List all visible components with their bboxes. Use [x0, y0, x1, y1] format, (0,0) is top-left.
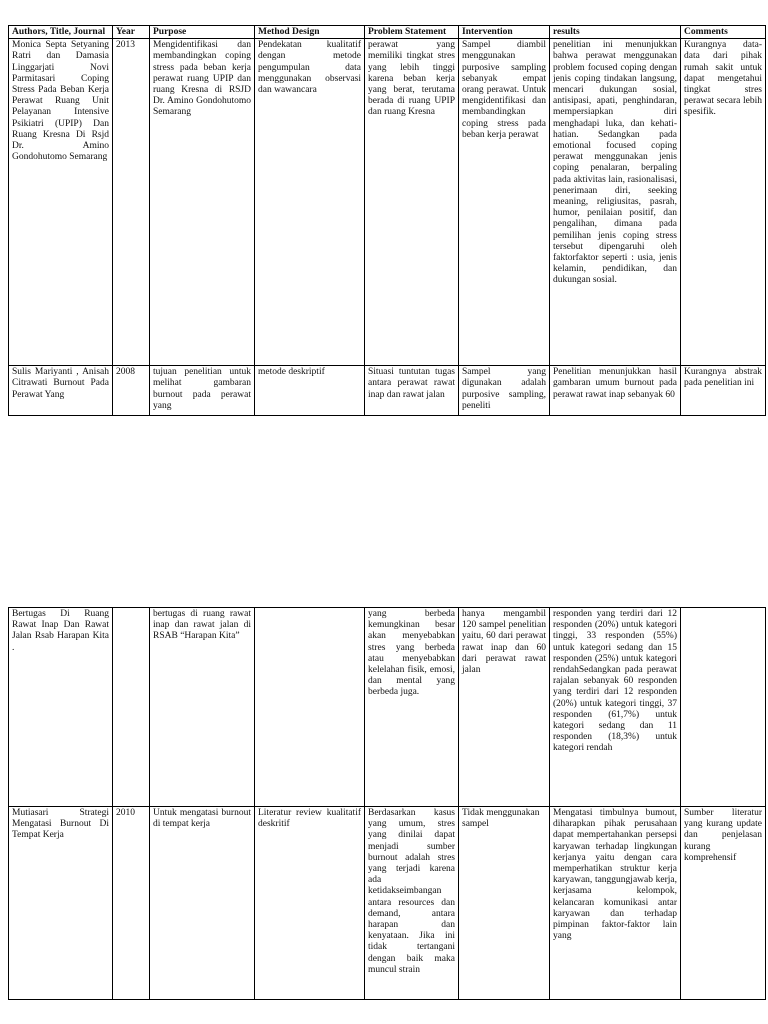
- cell-authors: Mutiasari Strategi Mengatasi Burnout Di Tempat Kerja: [9, 807, 113, 1000]
- cell-year: [113, 608, 150, 807]
- cell-authors: Sulis Mariyanti , Anisah Citrawati Burnout Pada Perawat Yang: [9, 366, 113, 416]
- cell-method: metode deskriptif: [255, 366, 365, 416]
- table-row: [9, 39, 766, 366]
- cell-method: [255, 608, 365, 807]
- header-comments: Comments: [681, 26, 766, 39]
- cell-comments: Sumber literatur yang kurang update dan penjelasan kurang komprehensif: [681, 807, 766, 1000]
- cell-comments: Kurangnya data-data dari pihak rumah sakit untuk dapat mengetahui tingkat stres perawat secara lebih spesifik.: [681, 39, 766, 366]
- cell-intervention: Sampel diambil menggunakan purposive sampling sebanyak empat orang perawat. Untuk mengidentifikasi dan membandingkan coping stress pada beban kerja perawat: [459, 39, 550, 366]
- cell-purpose: Untuk mengatasi burnout di tempat kerja: [150, 807, 255, 1000]
- cell-year: 2010: [113, 807, 150, 1000]
- cell-problem: perawat yang memiliki tingkat stres yang lebih tinggi karena beban kerja yang berat, terutama berada di ruang UPIP dan ruang Kresna: [365, 39, 459, 366]
- table-row: [9, 608, 766, 807]
- cell-results: penelitian ini menunjukkan bahwa perawat menggunakan problem focused coping dengan jenis coping tindakan langsung, mencari dukungan sosial, antisipasi, apati, penghindaran, mempersiapkan diri menghadapi luka, dan kehati-hatian. Sedangkan pada emotional focused coping perawat menggunakan jenis coping penalaran, berpaling pada aktivitas lain, rasionalisasi, penerimaan diri, seeking meaning, religiusitas, pasrah, humor, penilaian positif, dan pengalihan, dimana pada pemilihan jenis coping stress tersebut dipengaruhi oleh faktorfaktor seperti : usia, jenis kelamin, pendidikan, dan dukungan sosial.: [550, 39, 681, 366]
- header-problem: Problem Statement: [365, 26, 459, 39]
- cell-problem: Situasi tuntutan tugas antara perawat rawat inap dan rawat jalan: [365, 366, 459, 416]
- cell-intervention: hanya mengambil 120 sampel penelitian yaitu, 60 dari perawat rawat inap dan 60 dari perawat rawat jalan: [459, 608, 550, 807]
- cell-method: Literatur review kualitatif deskritif: [255, 807, 365, 1000]
- header-authors: Authors, Title, Journal: [9, 26, 113, 39]
- cell-results: responden yang terdiri dari 12 responden (20%) untuk kategori tinggi, 33 responden (55%) untuk kategori sedang dan 15 responden (25%) untuk kategori rendahSedangkan pada perawat rajalan sebanyak 60 responden yang terdiri dari 12 responden (20%) untuk kategori tinggi, 37 responden (61,7%) untuk kategori sedang dan 11 responden (18,3%) untuk kategori rendah: [550, 608, 681, 807]
- cell-intervention: Tidak menggunakan sampel: [459, 807, 550, 1000]
- header-intervention: Intervention: [459, 26, 550, 39]
- header-purpose: Purpose: [150, 26, 255, 39]
- cell-results: Mengatasi timbulnya bumout, diharapkan pihak perusahaan dapat mempertahankan persepsi karyawan terhadap lingkungan kerjanya yaitu dengan cara memperhatikan struktur kerja karyawan, tanggungjawab kerja, kerjasama kelompok, kelancaran komunikasi antar karyawan dan terhadap pimpinan faktor-faktor lain yang: [550, 807, 681, 1000]
- header-method: Method Design: [255, 26, 365, 39]
- literature-table-page-2: [8, 607, 766, 1000]
- cell-method: Pendekatan kualitatif dengan metode pengumpulan data menggunakan observasi dan wawancara: [255, 39, 365, 366]
- cell-purpose: bertugas di ruang rawat inap dan rawat jalan di RSAB “Harapan Kita”: [150, 608, 255, 807]
- table-row: [9, 807, 766, 1000]
- cell-problem: Berdasarkan kasus yang umum, stres yang dinilai dapat menjadi sumber burnout adalah stres yang terjadi karena ada ketidakseimbangan antara resources dan demand, antara harapan dan kenyataan. Jika ini tidak tertangani dengan baik maka muncul strain: [365, 807, 459, 1000]
- cell-purpose: tujuan penelitian untuk melihat gambaran burnout pada perawat yang: [150, 366, 255, 416]
- cell-comments: [681, 608, 766, 807]
- literature-table-page-1: [8, 25, 766, 416]
- cell-authors: Bertugas Di Ruang Rawat Inap Dan Rawat Jalan Rsab Harapan Kita .: [9, 608, 113, 807]
- cell-results: Penelitian menunjukkan hasil gambaran umum burnout pada perawat rawat inap sebanyak 60: [550, 366, 681, 416]
- cell-year: 2013: [113, 39, 150, 366]
- cell-intervention: Sampel yang digunakan adalah purposive sampling, peneliti: [459, 366, 550, 416]
- header-row: [9, 26, 766, 39]
- cell-comments: Kurangnya abstrak pada penelitian ini: [681, 366, 766, 416]
- cell-authors: Monica Septa Setyaning Ratri dan Damasia Linggarjati Novi Parmitasari Coping Stress Pada Beban Kerja Perawat Ruang Unit Pelayanan Intensive Psikiatri (UPIP) Dan Ruang Kresna Di Rsjd Dr. Amino Gondohutomo Semarang: [9, 39, 113, 366]
- cell-purpose: Mengidentifikasi dan membandingkan coping stress pada beban kerja perawat ruang UPIP dan ruang Kresna di RSJD Dr. Amino Gondohutomo Semarang: [150, 39, 255, 366]
- table-row: [9, 366, 766, 416]
- cell-problem: yang berbeda kemungkinan besar akan menyebabkan stres yang berbeda atau menyebabkan kelelahan fisik, emosi, dan mental yang berbeda juga.: [365, 608, 459, 807]
- header-year: Year: [113, 26, 150, 39]
- header-results: results: [550, 26, 681, 39]
- cell-year: 2008: [113, 366, 150, 416]
